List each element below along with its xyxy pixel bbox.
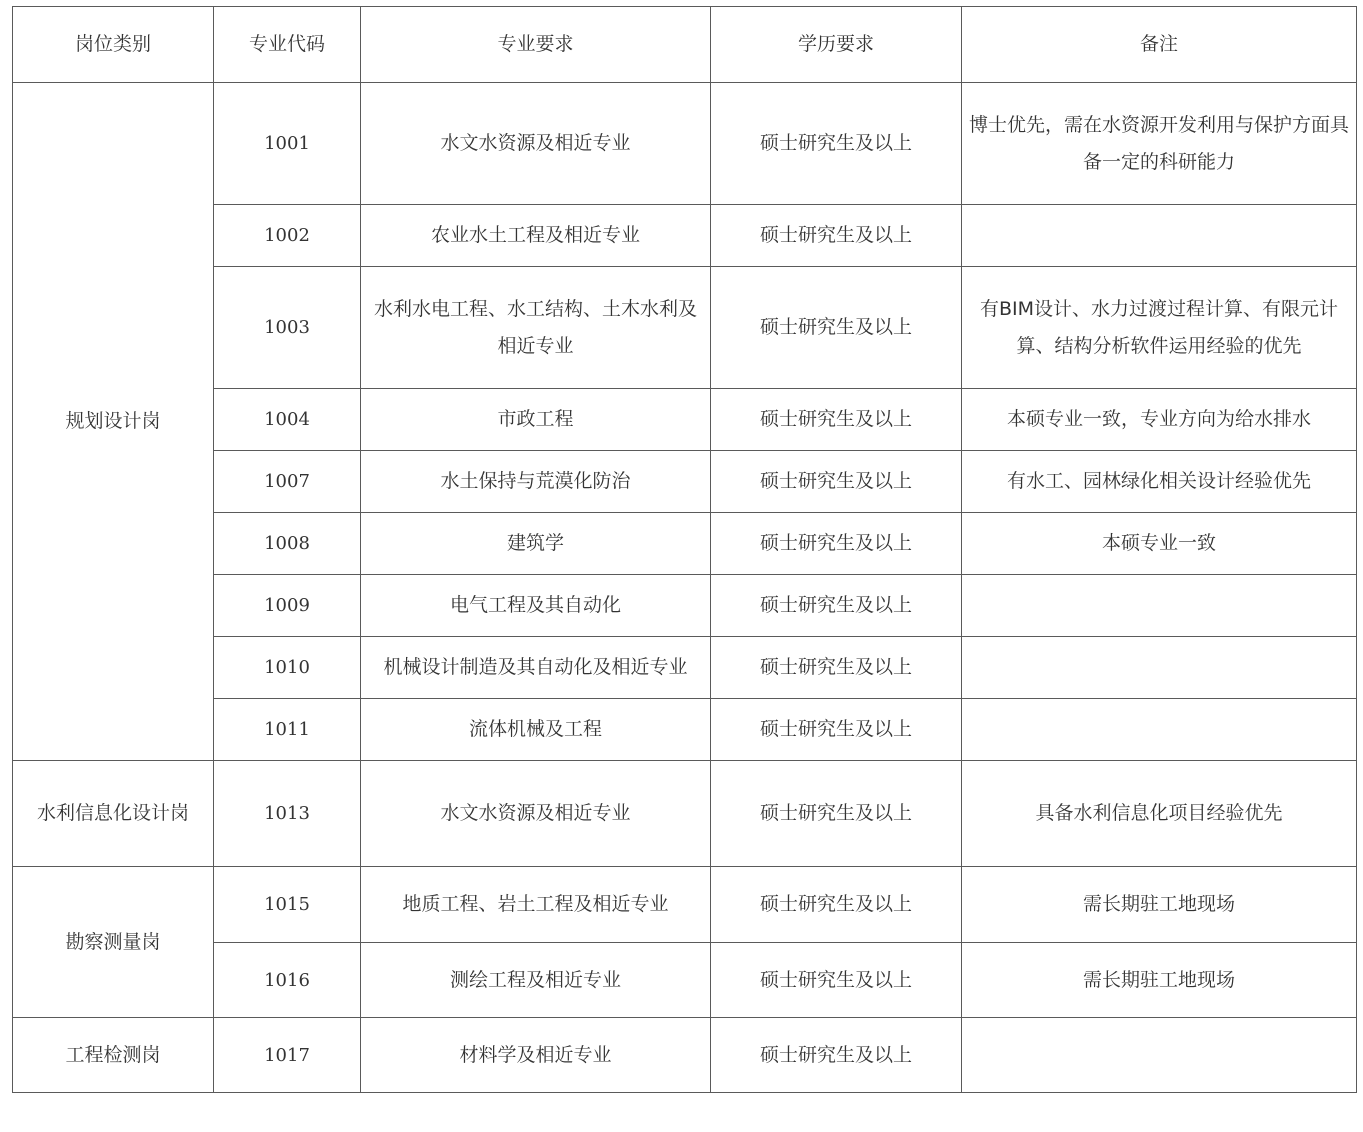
code-cell: 1008 [214, 513, 361, 575]
table-row [13, 205, 1357, 267]
education-cell: 硕士研究生及以上 [711, 637, 962, 699]
code-cell: 1017 [214, 1018, 361, 1093]
header-note: 备注 [962, 7, 1357, 83]
major-cell: 机械设计制造及其自动化及相近专业 [361, 637, 711, 699]
code-cell: 1003 [214, 267, 361, 389]
table-row [13, 267, 1357, 389]
category-cell-survey: 勘察测量岗 [13, 867, 214, 1018]
major-cell: 市政工程 [361, 389, 711, 451]
major-cell: 测绘工程及相近专业 [361, 943, 711, 1018]
major-cell: 材料学及相近专业 [361, 1018, 711, 1093]
header-major: 专业要求 [361, 7, 711, 83]
note-cell: 博士优先，需在水资源开发利用与保护方面具备一定的科研能力 [962, 83, 1357, 205]
major-cell: 水文水资源及相近专业 [361, 83, 711, 205]
major-cell: 地质工程、岩土工程及相近专业 [361, 867, 711, 943]
code-cell: 1007 [214, 451, 361, 513]
major-cell: 建筑学 [361, 513, 711, 575]
category-cell-planning: 规划设计岗 [13, 83, 214, 761]
note-cell [962, 637, 1357, 699]
education-cell: 硕士研究生及以上 [711, 451, 962, 513]
note-cell [962, 1018, 1357, 1093]
education-cell: 硕士研究生及以上 [711, 389, 962, 451]
code-cell: 1009 [214, 575, 361, 637]
major-cell: 水土保持与荒漠化防治 [361, 451, 711, 513]
code-cell: 1013 [214, 761, 361, 867]
education-cell: 硕士研究生及以上 [711, 1018, 962, 1093]
note-cell: 需长期驻工地现场 [962, 867, 1357, 943]
table-row [13, 513, 1357, 575]
note-cell [962, 205, 1357, 267]
major-cell: 水利水电工程、水工结构、土木水利及相近专业 [361, 267, 711, 389]
table-row [13, 83, 1357, 205]
note-cell: 具备水利信息化项目经验优先 [962, 761, 1357, 867]
code-cell: 1010 [214, 637, 361, 699]
education-cell: 硕士研究生及以上 [711, 867, 962, 943]
category-cell-info: 水利信息化设计岗 [13, 761, 214, 867]
major-cell: 流体机械及工程 [361, 699, 711, 761]
major-cell: 水文水资源及相近专业 [361, 761, 711, 867]
header-education: 学历要求 [711, 7, 962, 83]
note-cell: 本硕专业一致，专业方向为给水排水 [962, 389, 1357, 451]
code-cell: 1002 [214, 205, 361, 267]
education-cell: 硕士研究生及以上 [711, 575, 962, 637]
code-cell: 1015 [214, 867, 361, 943]
education-cell: 硕士研究生及以上 [711, 699, 962, 761]
code-cell: 1016 [214, 943, 361, 1018]
table-row [13, 637, 1357, 699]
table-row [13, 451, 1357, 513]
note-cell [962, 699, 1357, 761]
education-cell: 硕士研究生及以上 [711, 83, 962, 205]
note-cell: 本硕专业一致 [962, 513, 1357, 575]
code-cell: 1004 [214, 389, 361, 451]
note-cell [962, 575, 1357, 637]
code-cell: 1011 [214, 699, 361, 761]
note-cell: 有水工、园林绿化相关设计经验优先 [962, 451, 1357, 513]
education-cell: 硕士研究生及以上 [711, 943, 962, 1018]
table-row [13, 943, 1357, 1018]
header-code: 专业代码 [214, 7, 361, 83]
table-row [13, 761, 1357, 867]
table-row [13, 1018, 1357, 1093]
education-cell: 硕士研究生及以上 [711, 761, 962, 867]
table-row [13, 867, 1357, 943]
note-cell: 有BIM设计、水力过渡过程计算、有限元计算、结构分析软件运用经验的优先 [962, 267, 1357, 389]
table-row [13, 699, 1357, 761]
table-row [13, 575, 1357, 637]
education-cell: 硕士研究生及以上 [711, 205, 962, 267]
major-cell: 农业水土工程及相近专业 [361, 205, 711, 267]
table-row [13, 389, 1357, 451]
header-category: 岗位类别 [13, 7, 214, 83]
major-cell: 电气工程及其自动化 [361, 575, 711, 637]
note-cell: 需长期驻工地现场 [962, 943, 1357, 1018]
code-cell: 1001 [214, 83, 361, 205]
table-header-row [13, 7, 1357, 83]
education-cell: 硕士研究生及以上 [711, 267, 962, 389]
education-cell: 硕士研究生及以上 [711, 513, 962, 575]
job-requirements-table [12, 6, 1357, 1093]
category-cell-testing: 工程检测岗 [13, 1018, 214, 1093]
